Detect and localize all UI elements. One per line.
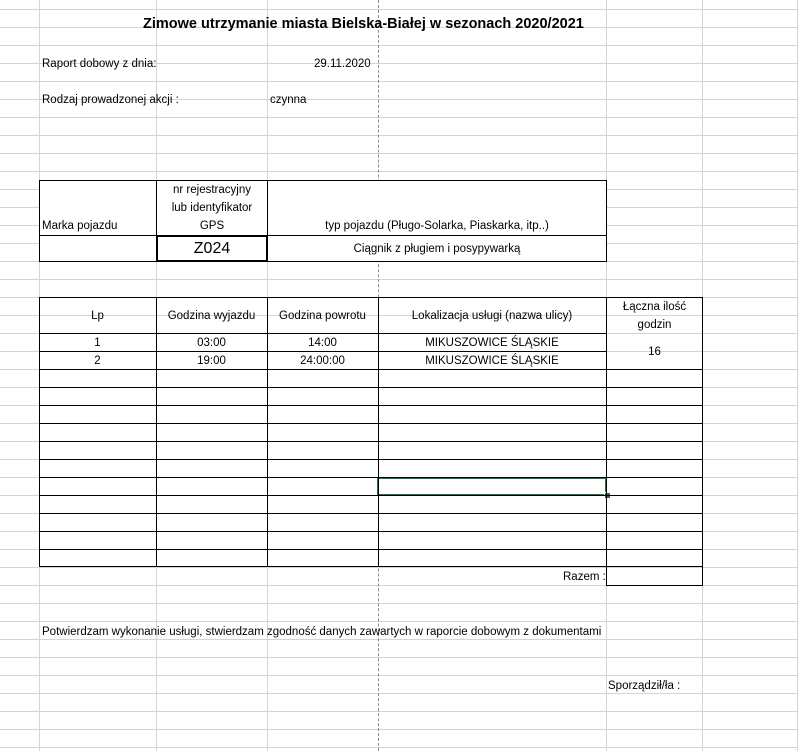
column-header-return: Godzina powrotu — [279, 310, 366, 322]
column-header-departure: Godzina wyjazdu — [167, 310, 256, 322]
row-gridline — [0, 135, 798, 136]
table-border — [39, 405, 703, 406]
table-cell-departure[interactable]: 03:00 — [197, 337, 226, 349]
column-header-location: Lokalizacja usługi (nazwa ulicy) — [411, 310, 573, 322]
table-border — [39, 333, 607, 334]
vehicle-type-header: typ pojazdu (Pługo-Solarka, Piaskarka, itp..) — [325, 220, 549, 232]
table-border — [39, 441, 703, 442]
row-gridline — [0, 711, 798, 712]
table-cell-lp[interactable]: 1 — [94, 337, 101, 349]
row-gridline — [0, 9, 798, 10]
total-hours-value[interactable]: 16 — [648, 346, 661, 358]
signed-by-label: Sporządził/ła : — [608, 680, 681, 692]
registration-value[interactable]: Z024 — [193, 240, 231, 257]
vehicle-brand-header: Marka pojazdu — [42, 220, 118, 232]
row-gridline — [0, 675, 798, 676]
table-border — [39, 369, 703, 370]
table-border — [39, 235, 607, 236]
table-border — [39, 351, 607, 352]
table-cell-lp[interactable]: 2 — [94, 355, 101, 367]
report-date-label: Raport dobowy z dnia: — [42, 58, 157, 70]
page-title: Zimowe utrzymanie miasta Bielska-Białej w sezonach 2020/2021 — [143, 16, 584, 32]
table-border — [39, 531, 703, 532]
registration-header-line2: lub identyfikator — [171, 202, 253, 214]
table-cell-return[interactable]: 14:00 — [308, 337, 337, 349]
row-gridline — [0, 603, 798, 604]
report-date-value[interactable]: 29.11.2020 — [314, 58, 371, 70]
row-gridline — [0, 117, 798, 118]
vehicle-type-value[interactable]: Ciągnik z pługiem i posypywarką — [353, 243, 521, 255]
row-gridline — [0, 81, 798, 82]
row-gridline — [0, 639, 798, 640]
table-border — [606, 297, 607, 567]
row-gridline — [0, 747, 798, 748]
row-gridline — [0, 621, 798, 622]
row-gridline — [0, 171, 798, 172]
registration-header-line3: GPS — [199, 220, 225, 232]
table-border — [39, 549, 703, 550]
table-border — [39, 459, 703, 460]
table-cell-location[interactable]: MIKUSZOWICE ŚLĄSKIE — [425, 355, 559, 367]
table-border — [39, 387, 703, 388]
table-border — [39, 513, 703, 514]
column-header-total-line2: godzin — [637, 319, 672, 331]
row-gridline — [0, 45, 798, 46]
registration-header-line1: nr rejestracyjny — [173, 184, 251, 196]
row-gridline — [0, 657, 798, 658]
table-border — [39, 495, 703, 496]
row-gridline — [0, 153, 798, 154]
total-sum-cell[interactable] — [606, 566, 703, 586]
total-sum-label: Razem : — [563, 571, 606, 583]
action-type-label: Rodzaj prowadzonej akcji : — [42, 94, 179, 106]
row-gridline — [0, 279, 798, 280]
row-gridline — [0, 729, 798, 730]
confirmation-text: Potwierdzam wykonanie usługi, stwierdzam zgodność danych zawartych w raporcie dobowym z dokumentami — [42, 626, 602, 638]
row-gridline — [0, 693, 798, 694]
table-cell-return[interactable]: 24:00:00 — [300, 355, 345, 367]
column-header-lp: Lp — [91, 310, 104, 322]
action-type-value[interactable]: czynna — [270, 94, 307, 106]
table-cell-departure[interactable]: 19:00 — [197, 355, 226, 367]
column-header-total-line1: Łączna ilość — [622, 301, 687, 313]
table-cell-location[interactable]: MIKUSZOWICE ŚLĄSKIE — [425, 337, 559, 349]
table-border — [39, 423, 703, 424]
table-border — [39, 477, 703, 478]
